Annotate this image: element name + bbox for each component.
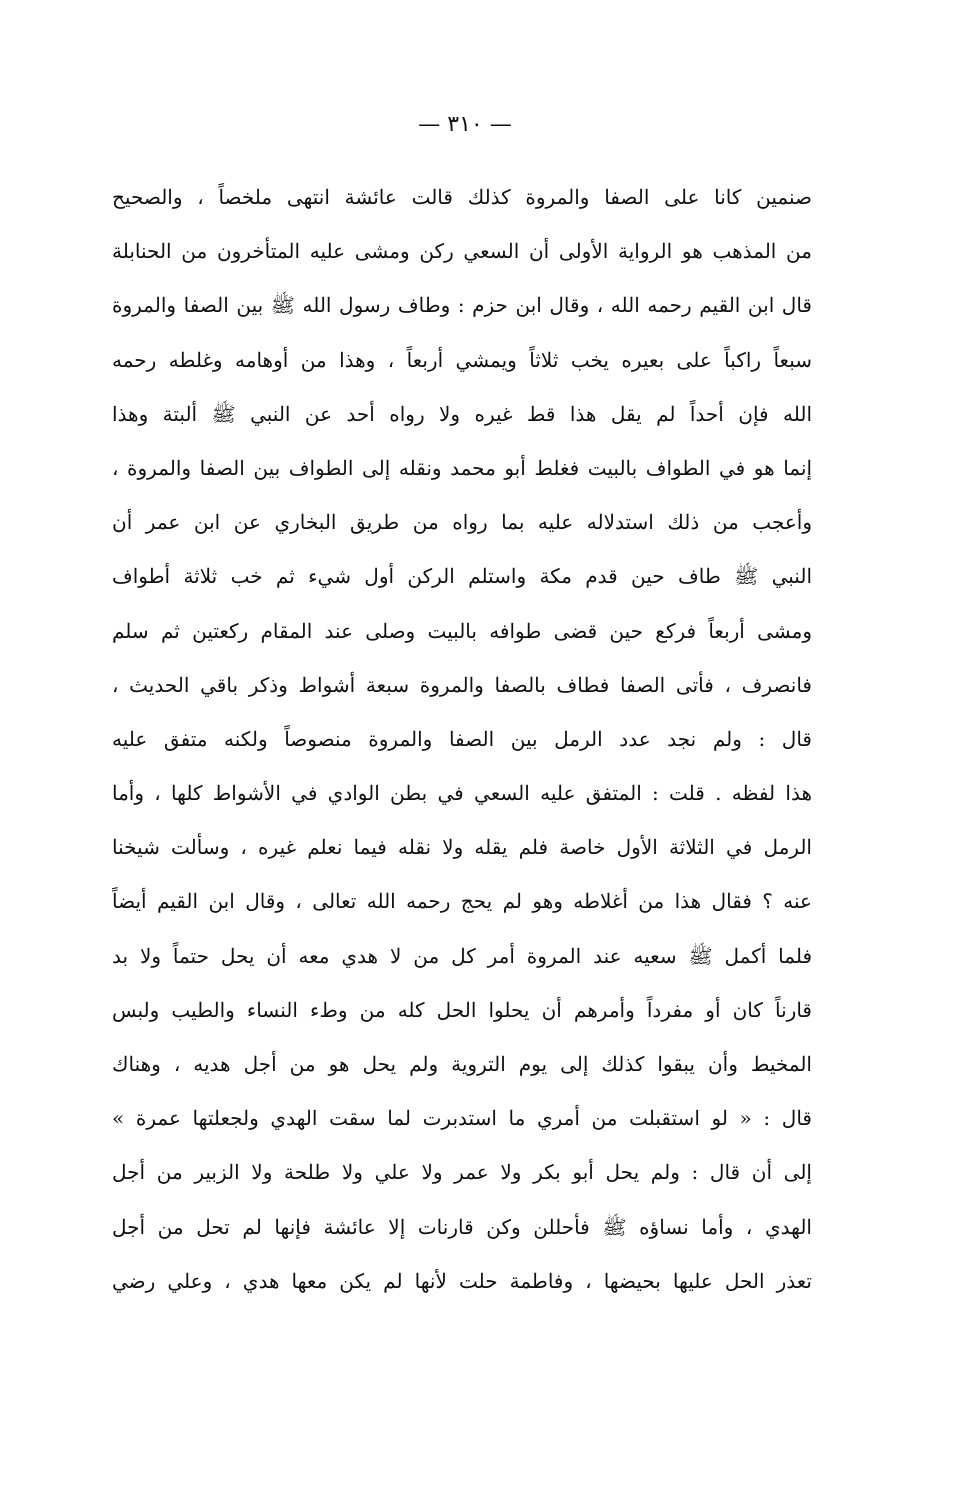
text-line-21: تعذر الحل عليها بحيضها ، وفاطمة حلت لأنها لم يكن معها هدي ، وعلي رضي (112, 1268, 812, 1293)
text-line-10: فانصرف ، فأتى الصفا فطاف بالصفا والمروة سبعة أشواط وذكر باقي الحديث ، (112, 672, 812, 697)
text-line-17: المخيط وأن يبقوا كذلك إلى يوم التروية ولم يحل هو من أجل هديه ، وهناك (112, 1052, 812, 1076)
text-line-2: من المذهب هو الرواية الأولى أن السعي ركن ومشى عليه المتأخرون من الحنابلة (112, 239, 812, 264)
text-line-15: فلما أكمل ﷺ سعيه عند المروة أمر كل من لا هدي معه أن يحل حتماً ولا بد (112, 943, 812, 968)
text-line-9: ومشى أربعاً فركع حين قضى طوافه بالبيت وصلى عند المقام ركعتين ثم سلم (112, 618, 812, 643)
text-line-20: الهدي ، وأما نساؤه ﷺ فأحللن وكن قارنات إلا عائشة فإنها لم تحل من أجل (112, 1214, 812, 1239)
text-line-5: الله فإن أحداً لم يقل هذا قط غيره ولا رواه أحد عن النبي ﷺ ألبتة وهذا (112, 401, 812, 426)
text-line-3: قال ابن القيم رحمه الله ، وقال ابن حزم : وطاف رسول الله ﷺ بين الصفا والمروة (112, 293, 812, 318)
text-line-4: سبعاً راكباً على بعيره يخب ثلاثاً ويمشي أربعاً ، وهذا من أوهامه وغلطه رحمه (112, 347, 812, 372)
text-line-7: وأعجب من ذلك استدلاله عليه بما رواه من طريق البخاري عن ابن عمر أن (112, 510, 812, 535)
text-line-6: إنما هو في الطواف بالبيت فغلط أبو محمد ونقله إلى الطواف بين الصفا والمروة ، (112, 455, 812, 480)
text-line-19: إلى أن قال : ولم يحل أبو بكر ولا عمر ولا علي ولا طلحة ولا الزبير من أجل (112, 1160, 812, 1185)
text-line-1: صنمين كانا على الصفا والمروة كذلك قالت عائشة انتهى ملخصاً ، والصحيح (112, 185, 812, 209)
text-line-14: عنه ؟ فقال هذا من أغلاطه وهو لم يحج رحمه الله تعالى ، وقال ابن القيم أيضاً (112, 889, 812, 914)
page-body-text (112, 170, 812, 1308)
text-line-13: الرمل في الثلاثة الأول خاصة فلم يقله ولا نقله فيما نعلم غيره ، وسألت شيخنا (112, 835, 812, 860)
text-line-16: قارناً كان أو مفرداً وأمرهم أن يحلوا الحل كله من وطء النساء والطيب ولبس (112, 997, 812, 1022)
text-line-8: النبي ﷺ طاف حين قدم مكة واستلم الركن أول شيء ثم خب ثلاثة أطواف (112, 564, 812, 589)
text-line-18: قال : « لو استقبلت من أمري ما استدبرت لما سقت الهدي ولجعلتها عمرة » (112, 1106, 812, 1131)
text-line-11: قال : ولم نجد عدد الرمل بين الصفا والمروة منصوصاً ولكنه متفق عليه (112, 726, 812, 751)
page-number: — ٣١٠ — (418, 112, 512, 137)
text-line-12: هذا لفظه . قلت : المتفق عليه السعي في بطن الوادي في الأشواط كلها ، وأما (112, 781, 812, 806)
